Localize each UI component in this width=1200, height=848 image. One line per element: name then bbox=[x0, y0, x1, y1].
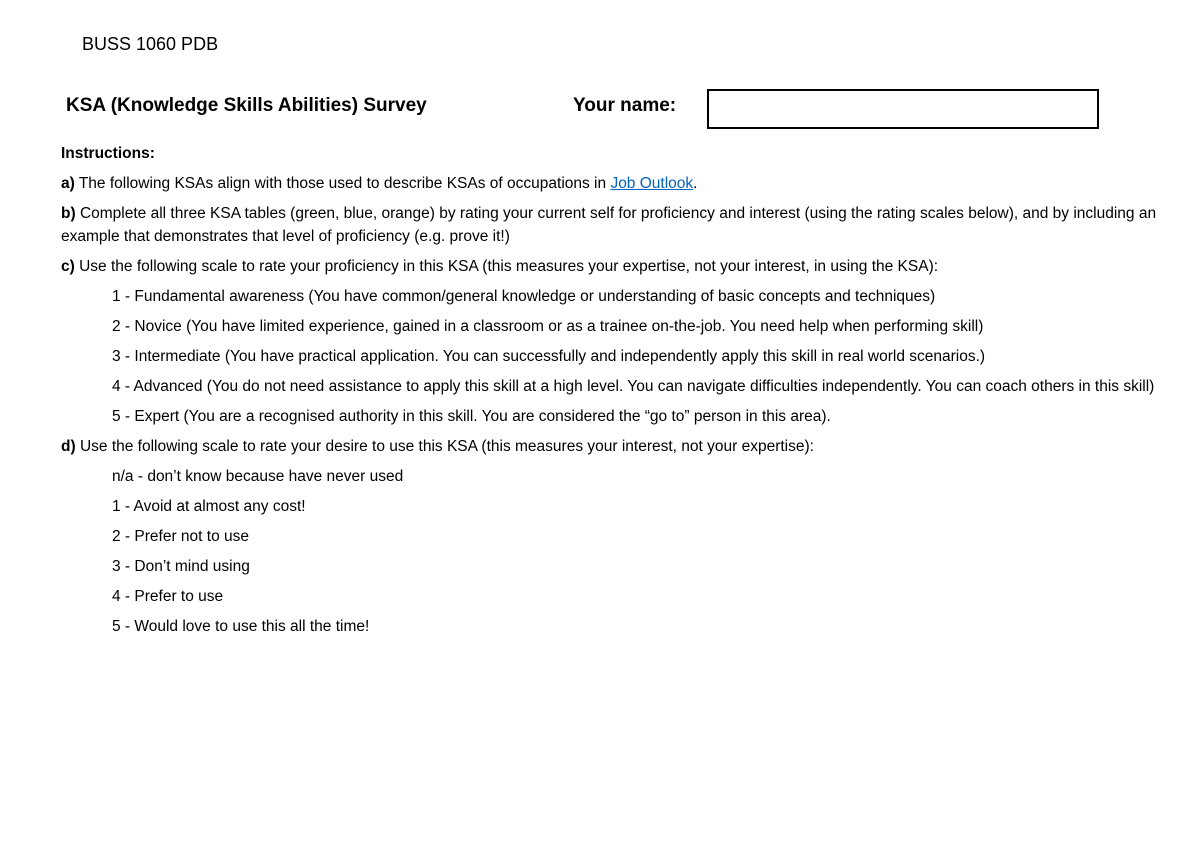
page-title: KSA (Knowledge Skills Abilities) Survey bbox=[66, 95, 427, 116]
instruction-a-end: . bbox=[693, 175, 698, 192]
instruction-a-marker: a) bbox=[61, 175, 75, 192]
interest-scale-item: 4 - Prefer to use bbox=[112, 588, 224, 605]
instruction-d-text: Use the following scale to rate your desire to use this KSA (this measures your interest, not your expertise): bbox=[75, 438, 814, 455]
proficiency-scale-item: 4 - Advanced (You do not need assistance to apply this skill at a high level. You can navigate difficulties independently. You can coach others in this skill) bbox=[112, 378, 1155, 395]
proficiency-scale-item: 1 - Fundamental awareness (You have common/general knowledge or understanding of basic concepts and techniques) bbox=[112, 288, 936, 305]
instructions-block bbox=[61, 142, 1161, 645]
interest-scale-item: 5 - Would love to use this all the time! bbox=[112, 618, 370, 635]
instruction-c-text: Use the following scale to rate your proficiency in this KSA (this measures your expertise, not your interest, in using the KSA): bbox=[74, 258, 939, 275]
interest-scale-item: 1 - Avoid at almost any cost! bbox=[112, 498, 306, 515]
instruction-b bbox=[61, 202, 1161, 248]
name-label: Your name: bbox=[573, 95, 677, 116]
instruction-a-text: The following KSAs align with those used to describe KSAs of occupations in bbox=[74, 175, 611, 192]
interest-scale-item: 2 - Prefer not to use bbox=[112, 528, 249, 545]
instructions-heading: Instructions: bbox=[61, 145, 155, 162]
proficiency-scale-item: 5 - Expert (You are a recognised authority in this skill. You are considered the “go to” person in this area). bbox=[112, 408, 831, 425]
job-outlook-link[interactable]: Job Outlook bbox=[610, 175, 694, 192]
course-code: BUSS 1060 PDB bbox=[82, 34, 219, 54]
interest-scale-item: 3 - Don’t mind using bbox=[112, 558, 250, 575]
interest-scale-item: n/a - don’t know because have never used bbox=[112, 468, 404, 485]
instruction-c-marker: c) bbox=[61, 258, 75, 275]
instruction-b-text: Complete all three KSA tables (green, blue, orange) by rating your current self for proficiency and interest (using the rating scales below), and by including an example that demonstrates that level of proficiency (e.g. prove it!) bbox=[61, 205, 1157, 245]
instruction-b-marker: b) bbox=[61, 205, 76, 222]
instruction-d bbox=[61, 435, 1161, 458]
proficiency-scale-item: 2 - Novice (You have limited experience, gained in a classroom or as a trainee on-the-job. You need help when performing skill) bbox=[112, 318, 984, 335]
name-input[interactable] bbox=[707, 89, 1099, 129]
instruction-a bbox=[61, 172, 1161, 195]
instruction-d-marker: d) bbox=[61, 438, 76, 455]
proficiency-scale-item: 3 - Intermediate (You have practical application. You can successfully and independently apply this skill in real world scenarios.) bbox=[112, 348, 986, 365]
instruction-c bbox=[61, 255, 1161, 278]
